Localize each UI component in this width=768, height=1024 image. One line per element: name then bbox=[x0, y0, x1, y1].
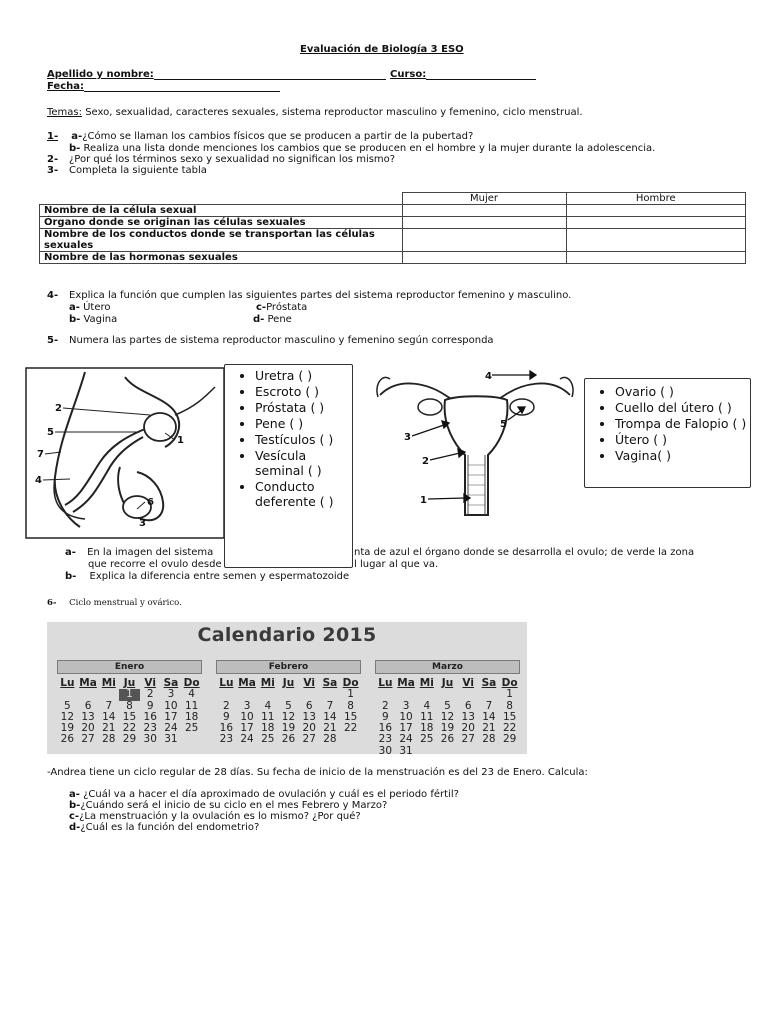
day-cell: 14 bbox=[323, 710, 337, 723]
day-cell: 24 bbox=[399, 733, 413, 746]
question-5a-line2-cont: l lugar al que va. bbox=[354, 559, 439, 570]
day-empty bbox=[216, 689, 237, 700]
day-cell: 3 bbox=[167, 688, 175, 701]
day-header: Sa bbox=[322, 677, 338, 689]
day-cell: 31 bbox=[399, 744, 413, 757]
day-cell: 17 bbox=[399, 722, 413, 735]
day-empty bbox=[396, 689, 417, 700]
male-label: 1 bbox=[177, 435, 184, 446]
day-cell: 18 bbox=[420, 722, 434, 735]
day-cell: 10 bbox=[399, 710, 413, 723]
day-cell: 8 bbox=[347, 699, 354, 712]
topics: Temas: Sexo, sexualidad, caracteres sexuales, sistema reproductor masculino y femenino, ciclo menstrual. bbox=[47, 107, 583, 118]
day-cell: 8 bbox=[506, 699, 513, 712]
day-cell: 23 bbox=[378, 733, 393, 746]
calendar-2015 bbox=[47, 622, 527, 757]
day-cell: 4 bbox=[423, 699, 431, 712]
calendar-title: Calendario 2015 bbox=[197, 624, 377, 646]
day-header: Mi bbox=[419, 677, 434, 689]
day-cell: 27 bbox=[302, 733, 316, 746]
calendar-month bbox=[375, 660, 520, 757]
day-cell: 22 bbox=[502, 722, 517, 735]
day-cell: 15 bbox=[122, 710, 137, 723]
day-cell: 1 bbox=[506, 688, 513, 701]
male-label: 7 bbox=[37, 449, 44, 460]
day-empty bbox=[320, 689, 341, 700]
day-cell: 28 bbox=[102, 733, 116, 746]
day-empty bbox=[237, 689, 258, 700]
day-header: Mi bbox=[260, 677, 275, 689]
day-cell: 22 bbox=[122, 722, 137, 735]
question-4: 4- Explica la función que cumplen las siguientes partes del sistema reproductor femenino y masculino. bbox=[47, 290, 572, 301]
day-cell: 6 bbox=[464, 699, 472, 712]
day-header: Ju bbox=[123, 677, 136, 689]
day-empty bbox=[416, 689, 437, 700]
day-empty bbox=[437, 689, 458, 700]
table-row-label: Órgano donde se originan las células sexuales bbox=[40, 217, 403, 229]
day-cell: 13 bbox=[81, 710, 95, 723]
day-cell: 30 bbox=[378, 744, 393, 757]
day-cell: 12 bbox=[281, 710, 296, 723]
question-4b: b- Vagina bbox=[69, 314, 118, 325]
table-header-mujer: Mujer bbox=[402, 193, 566, 205]
day-empty bbox=[57, 689, 78, 700]
table-row-label: Nombre de las hormonas sexuales bbox=[40, 252, 403, 264]
list-item[interactable]: • Ovario ( ) bbox=[615, 384, 750, 399]
day-cell: 6 bbox=[305, 699, 313, 712]
day-header: Ju bbox=[441, 677, 454, 689]
list-item[interactable]: • Uretra ( ) bbox=[255, 368, 352, 383]
day-header: Lu bbox=[60, 677, 75, 689]
day-header: Mi bbox=[101, 677, 116, 689]
day-cell: 2 bbox=[223, 699, 230, 712]
list-item[interactable]: • Útero ( ) bbox=[615, 432, 750, 447]
day-cell: 7 bbox=[105, 699, 113, 712]
day-cell: 19 bbox=[60, 722, 75, 735]
problem-intro: -Andrea tiene un ciclo regular de 28 días. Su fecha de inicio de la menstruación es del 23 de Enero. Calcula: bbox=[47, 767, 588, 778]
day-cell: 16 bbox=[219, 722, 234, 735]
list-item[interactable]: • Conducto deferente ( ) bbox=[255, 479, 352, 509]
month-name: Enero bbox=[57, 660, 202, 674]
day-cell: 26 bbox=[440, 733, 455, 746]
day-cell: 14 bbox=[102, 710, 116, 723]
list-item[interactable]: • Cuello del útero ( ) bbox=[615, 400, 750, 415]
day-empty bbox=[458, 689, 479, 700]
question-5b: b- Explica la diferencia entre semen y espermatozoide bbox=[65, 571, 350, 582]
day-empty bbox=[375, 689, 396, 700]
question-5: 5- Numera las partes de sistema reproductor masculino y femenino según corresponda bbox=[47, 335, 494, 346]
table-cell[interactable] bbox=[566, 217, 746, 229]
table-header-hombre: Hombre bbox=[566, 193, 746, 205]
question-6: 6- Ciclo menstrual y ovárico. bbox=[47, 598, 182, 608]
day-cell: 18 bbox=[261, 722, 275, 735]
table-row-label: Nombre de los conductos donde se transportan las células sexuales bbox=[40, 229, 403, 252]
day-cell: 28 bbox=[482, 733, 496, 746]
day-cell: 5 bbox=[64, 699, 71, 712]
day-cell: 31 bbox=[164, 733, 178, 746]
day-empty bbox=[278, 689, 299, 700]
calendar-month bbox=[216, 660, 361, 746]
day-header: Ju bbox=[282, 677, 295, 689]
table-cell[interactable] bbox=[402, 229, 566, 252]
day-cell: 28 bbox=[323, 733, 337, 746]
day-cell: 19 bbox=[440, 722, 455, 735]
question-4a: a- Útero bbox=[69, 302, 111, 313]
female-parts-list bbox=[584, 378, 751, 488]
day-header: Ma bbox=[397, 677, 415, 689]
day-cell: 21 bbox=[482, 722, 496, 735]
name-label: Apellido y nombre: bbox=[47, 69, 386, 80]
day-cell: 14 bbox=[482, 710, 496, 723]
male-label: 3 bbox=[139, 518, 146, 529]
list-item[interactable]: • Trompa de Falopio ( ) bbox=[615, 416, 750, 431]
problem-b: b-¿Cuándo será el inicio de su ciclo en el mes Febrero y Marzo? bbox=[69, 800, 388, 811]
day-cell: 30 bbox=[143, 733, 157, 746]
table-cell[interactable] bbox=[402, 217, 566, 229]
day-cell: 15 bbox=[502, 710, 517, 723]
day-empty bbox=[98, 689, 119, 700]
sexual-cells-table bbox=[39, 192, 746, 264]
day-cell: 12 bbox=[60, 710, 75, 723]
female-label: 4 bbox=[485, 371, 492, 382]
male-label: 2 bbox=[55, 403, 62, 414]
day-cell: 16 bbox=[378, 722, 393, 735]
day-cell: 7 bbox=[326, 699, 334, 712]
male-label: 6 bbox=[147, 497, 154, 508]
day-cell: 19 bbox=[281, 722, 296, 735]
day-cell: 21 bbox=[102, 722, 116, 735]
day-cell: 6 bbox=[84, 699, 92, 712]
day-cell: 7 bbox=[485, 699, 493, 712]
table-cell[interactable] bbox=[402, 252, 566, 264]
day-cell: 27 bbox=[81, 733, 95, 746]
day-cell: 25 bbox=[184, 722, 199, 735]
table-cell[interactable] bbox=[402, 205, 566, 217]
day-cell: 22 bbox=[343, 722, 358, 735]
day-cell: 2 bbox=[382, 699, 389, 712]
day-header: Do bbox=[342, 677, 359, 689]
day-cell: 4 bbox=[188, 688, 195, 701]
day-cell: 11 bbox=[261, 710, 275, 723]
female-label: 5 bbox=[500, 419, 507, 430]
day-cell: 12 bbox=[440, 710, 455, 723]
day-cell: 1 bbox=[347, 688, 354, 701]
calendar-month bbox=[57, 660, 202, 746]
day-cell: 10 bbox=[164, 699, 178, 712]
day-cell: 17 bbox=[164, 710, 178, 723]
list-item[interactable]: • Próstata ( ) bbox=[255, 400, 352, 415]
table-cell[interactable] bbox=[566, 205, 746, 217]
day-cell: 5 bbox=[285, 699, 292, 712]
course-label: Curso: bbox=[390, 69, 536, 80]
day-cell: 17 bbox=[240, 722, 254, 735]
day-cell: 26 bbox=[281, 733, 296, 746]
problem-a: a- ¿Cuál va a hacer el día aproximado de ovulación y cuál es el periodo fértil? bbox=[69, 789, 459, 800]
question-1a: 1- a-¿Cómo se llaman los cambios físicos que se producen a partir de la pubertad? bbox=[47, 131, 474, 142]
day-cell: 25 bbox=[420, 733, 434, 746]
male-reproductive-diagram bbox=[25, 367, 225, 539]
day-cell: 20 bbox=[302, 722, 316, 735]
table-row-label: Nombre de la célula sexual bbox=[40, 205, 403, 217]
day-header: Sa bbox=[163, 677, 179, 689]
day-cell: 24 bbox=[164, 722, 178, 735]
male-label: 4 bbox=[35, 475, 42, 486]
day-cell: 10 bbox=[240, 710, 254, 723]
day-cell: 20 bbox=[81, 722, 95, 735]
day-empty bbox=[257, 689, 278, 700]
day-header: Lu bbox=[378, 677, 393, 689]
month-name: Marzo bbox=[375, 660, 520, 674]
list-item[interactable]: • Vagina( ) bbox=[615, 448, 750, 463]
question-2: 2- ¿Por qué los términos sexo y sexualidad no significan los mismo? bbox=[47, 154, 396, 165]
day-cell: 9 bbox=[382, 710, 389, 723]
day-cell: 5 bbox=[444, 699, 451, 712]
day-cell: 15 bbox=[343, 710, 358, 723]
female-label: 1 bbox=[420, 495, 427, 506]
table-cell[interactable] bbox=[566, 229, 746, 252]
day-cell: 29 bbox=[502, 733, 517, 746]
day-cell: 27 bbox=[461, 733, 475, 746]
question-1b: b- Realiza una lista donde menciones los cambios que se producen en el hombre y la mujer durante la adolescencia. bbox=[69, 143, 656, 154]
day-header: Vi bbox=[462, 677, 474, 689]
day-header: Ma bbox=[238, 677, 256, 689]
day-cell: 9 bbox=[146, 699, 154, 712]
day-cell: 16 bbox=[143, 710, 157, 723]
day-cell: 1 bbox=[119, 689, 140, 700]
day-cell: 11 bbox=[420, 710, 434, 723]
day-header: Do bbox=[183, 677, 200, 689]
problem-d: d-¿Cuál es la función del endometrio? bbox=[69, 822, 260, 833]
day-cell: 24 bbox=[240, 733, 254, 746]
list-item[interactable]: • Escroto ( ) bbox=[255, 384, 352, 399]
question-4c: c-Próstata bbox=[256, 302, 308, 313]
day-cell: 9 bbox=[223, 710, 230, 723]
day-empty bbox=[479, 689, 500, 700]
day-cell: 13 bbox=[461, 710, 475, 723]
day-cell: 18 bbox=[184, 710, 199, 723]
list-item[interactable]: • Vesícula seminal ( ) bbox=[255, 448, 352, 478]
day-cell: 4 bbox=[264, 699, 272, 712]
day-cell: 25 bbox=[261, 733, 275, 746]
day-cell: 26 bbox=[60, 733, 75, 746]
day-cell: 23 bbox=[219, 733, 234, 746]
question-5a: a- En la imagen del sistema bbox=[65, 547, 214, 558]
list-item[interactable]: • Testículos ( ) bbox=[255, 432, 352, 447]
day-header: Vi bbox=[144, 677, 156, 689]
male-parts-list bbox=[224, 364, 353, 568]
day-cell: 13 bbox=[302, 710, 316, 723]
day-header: Vi bbox=[303, 677, 315, 689]
day-cell: 29 bbox=[122, 733, 137, 746]
day-empty bbox=[299, 689, 320, 700]
question-5a-line2: que recorre el ovulo desde bbox=[88, 559, 222, 570]
day-header: Ma bbox=[79, 677, 97, 689]
day-cell: 3 bbox=[243, 699, 251, 712]
day-header: Sa bbox=[481, 677, 497, 689]
female-label: 2 bbox=[422, 456, 429, 467]
day-cell: 11 bbox=[184, 699, 199, 712]
problem-c: c-¿La menstruación y la ovulación es lo mismo? ¿Por qué? bbox=[69, 811, 361, 822]
day-cell: 21 bbox=[323, 722, 337, 735]
day-cell: 3 bbox=[402, 699, 410, 712]
question-5a-cont: nta de azul el órgano donde se desarrolla el ovulo; de verde la zona bbox=[354, 547, 695, 558]
date-label: Fecha: bbox=[47, 81, 280, 92]
day-header: Lu bbox=[219, 677, 234, 689]
female-reproductive-diagram bbox=[370, 365, 580, 530]
day-header: Do bbox=[501, 677, 518, 689]
table-cell[interactable] bbox=[566, 252, 746, 264]
male-label: 5 bbox=[47, 427, 54, 438]
list-item[interactable]: • Pene ( ) bbox=[255, 416, 352, 431]
day-cell: 20 bbox=[461, 722, 475, 735]
day-cell: 2 bbox=[146, 688, 154, 701]
day-empty bbox=[78, 689, 99, 700]
female-label: 3 bbox=[404, 432, 411, 443]
page-title: Evaluación de Biología 3 ESO bbox=[300, 44, 464, 55]
question-4d: d- Pene bbox=[253, 314, 292, 325]
day-cell: 23 bbox=[143, 722, 157, 735]
day-cell: 8 bbox=[126, 699, 133, 712]
question-3: 3- Completa la siguiente tabla bbox=[47, 165, 207, 176]
month-name: Febrero bbox=[216, 660, 361, 674]
